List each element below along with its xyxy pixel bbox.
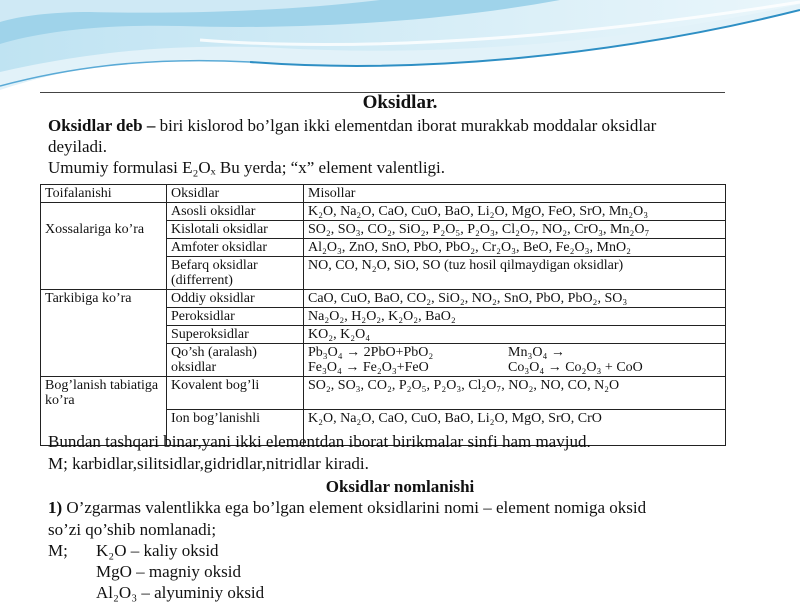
table-row bbox=[41, 290, 726, 308]
equation: Co₃O₄ → Co₂O₃ + CoO bbox=[508, 360, 643, 375]
equation: Pb₃O₄ → 2PbO+PbO₂ bbox=[308, 345, 434, 360]
oxide-name: Befarq oksidlar (differrent) bbox=[167, 257, 304, 290]
definition-term: Oksidlar deb – bbox=[48, 116, 156, 135]
table-row bbox=[41, 377, 726, 410]
oxide-name: Oddiy oksidlar bbox=[167, 290, 304, 308]
name-example: MgO – magniy oksid bbox=[96, 562, 241, 581]
oxide-name: Asosli oksidlar bbox=[167, 203, 304, 221]
table-row bbox=[41, 221, 726, 239]
oxide-name: Peroksidlar bbox=[167, 308, 304, 326]
oxide-examples bbox=[304, 344, 726, 377]
oxide-name: Superoksidlar bbox=[167, 326, 304, 344]
group-label: Tarkibiga ko’ra bbox=[41, 290, 167, 308]
general-formula-line: Umumiy formulasi E₂Oₓ Bu yerda; “x” element valentligi. bbox=[48, 158, 446, 177]
table-row bbox=[41, 326, 726, 344]
page-title: Oksidlar. bbox=[362, 92, 438, 113]
rule-line-1 bbox=[48, 497, 646, 518]
group-label-cell bbox=[41, 239, 167, 257]
group-label-cell bbox=[41, 326, 167, 344]
name-example: Al₂O₃ – alyuminiy oksid bbox=[96, 583, 265, 602]
header-category: Toifalanishi bbox=[41, 185, 167, 203]
binary-line-1: Bundan tashqari binar,yani ikki elementdan iborat birikmalar sinfi ham mavjud. bbox=[48, 432, 591, 451]
rule-number: 1) bbox=[48, 498, 63, 517]
name-example: K₂O – kaliy oksid bbox=[96, 541, 219, 560]
rule-line-2: so’zi qo’shib nomlanadi; bbox=[48, 520, 217, 539]
wave-banner bbox=[0, 0, 800, 95]
oxide-name: Qo’sh (aralash) oksidlar bbox=[167, 344, 304, 377]
rule-text: O’zgarmas valentlikka ega bo’lgan element oksidlarini nomi – element nomiga oksid bbox=[62, 498, 647, 517]
oxide-examples: SO₂, SO₃, CO₂, P₂O₅, P₂O₃, Cl₂O₇, NO₂, NO, CO, N₂O bbox=[304, 377, 726, 410]
examples-prefix: M; bbox=[48, 541, 68, 560]
table-row bbox=[41, 203, 726, 221]
table-row bbox=[41, 257, 726, 290]
oxide-examples: NO, CO, N₂O, SiO, SO (tuz hosil qilmaydigan oksidlar) bbox=[304, 257, 726, 290]
table-row bbox=[41, 308, 726, 326]
group-label-cell bbox=[41, 203, 167, 221]
definition-text: biri kislorod bo’lgan ikki elementdan iborat murakkab moddalar oksidlar bbox=[155, 116, 657, 135]
oxide-examples: K₂O, Na₂O, CaO, CuO, BaO, Li₂O, MgO, FeO, SrO, Mn₂O₃ bbox=[304, 203, 726, 221]
oxide-examples: KO₂, K₂O₄ bbox=[304, 326, 726, 344]
table-row bbox=[41, 344, 726, 377]
oxide-examples: CaO, CuO, BaO, CO₂, SiO₂, NO₂, SnO, PbO, PbO₂, SO₃ bbox=[304, 290, 726, 308]
oxide-examples: Na₂O₂, H₂O₂, K₂O₂, BaO₂ bbox=[304, 308, 726, 326]
definition-line-2: deyiladi. bbox=[48, 137, 108, 156]
equation: Fe₃O₄ → Fe₂O₃+FeO bbox=[308, 360, 429, 375]
oxide-name: Kislotali oksidlar bbox=[167, 221, 304, 239]
binary-line-2: M; karbidlar,silitsidlar,gidridlar,nitridlar kiradi. bbox=[48, 454, 369, 473]
table-row bbox=[41, 239, 726, 257]
oxide-examples: Al₂O₃, ZnO, SnO, PbO, PbO₂, Cr₂O₃, BeO, Fe₂O₃, MnO₂ bbox=[304, 239, 726, 257]
table-header-row bbox=[41, 185, 726, 203]
oxide-name: Kovalent bog’li bbox=[167, 377, 304, 410]
header-oxides: Oksidlar bbox=[167, 185, 304, 203]
group-label-cell bbox=[41, 257, 167, 290]
group-label: Xossalariga ko’ra bbox=[41, 221, 167, 239]
oxides-table bbox=[40, 184, 726, 446]
section-title: Oksidlar nomlanishi bbox=[325, 477, 475, 496]
group-label: Bog’lanish tabiatiga ko’ra bbox=[41, 377, 167, 410]
header-examples: Misollar bbox=[304, 185, 726, 203]
oxide-examples: SO₂, SO₃, CO₂, SiO₂, P₂O₅, P₂O₃, Cl₂O₇, NO₂, CrO₃, Mn₂O₇ bbox=[304, 221, 726, 239]
oxide-name: Ion bog’lanishli bbox=[167, 409, 304, 445]
definition-line-1 bbox=[48, 115, 656, 136]
equation: Mn₃O₄ → bbox=[508, 345, 565, 360]
group-label-cell bbox=[41, 344, 167, 377]
group-label-cell bbox=[41, 308, 167, 326]
oxide-examples: K₂O, Na₂O, CaO, CuO, BaO, Li₂O, MgO, SrO, CrO bbox=[304, 409, 726, 445]
mixed-oxide-equations bbox=[308, 345, 721, 375]
oxide-name: Amfoter oksidlar bbox=[167, 239, 304, 257]
